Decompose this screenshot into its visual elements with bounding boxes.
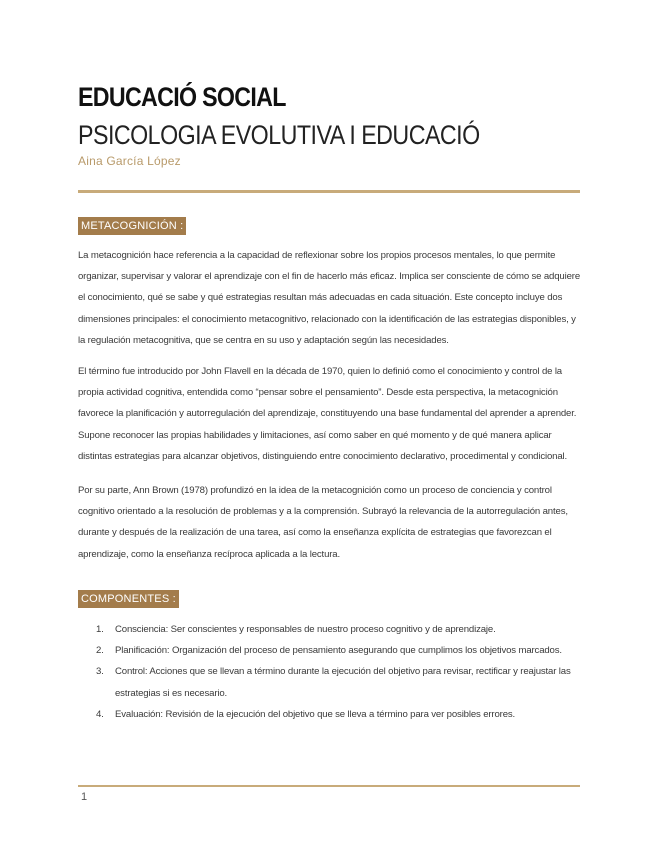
list-item-text: Planificación: Organización del proceso de pensamiento asegurando que cumplimos los objetivos marcados. [115,645,562,657]
author-name: Aina García López [78,154,181,168]
components-list [78,619,583,725]
document-subtitle: PSICOLOGIA EVOLUTIVA I EDUCACIÓ [78,120,480,150]
list-item-text: Evaluación: Revisión de la ejecución del objetivo que se lleva a término para ver posibles errores. [115,708,516,720]
paragraph-3: Por su parte, Ann Brown (1978) profundizó en la idea de la metacognición como un proceso de conciencia y control cognitivo orientado a la resolución de problemas y a la comprensión. Subrayó la relevancia de la autorregulación antes, durante y después de la realización de una tarea, así como la enseñanza explícita de estrategias que favorezcan el aprendizaje, como la enseñanza recíproca aplicada a la lectura. [78,485,568,560]
paragraph-2: El término fue introducido por John Flavell en la década de 1970, quien lo definió como el conocimiento y control de la propia actividad cognitiva, entendida como “pensar sobre el pensamiento”. Desde esta perspectiva, la metacognición favorece la planificación y autorregulación del aprendizaje, constituyendo una base fundamental del aprender a aprender. Supone reconocer las propias habilidades y limitaciones, así como saber en qué momento y de qué manera aplicar distintas estrategias para alcanzar objetivos, distinguiendo entre conocimiento declarativo, procedimental y condicional. [78,366,577,462]
list-item [78,619,583,640]
list-item-number: 4. [96,708,104,720]
list-item-number: 2. [96,645,104,657]
footer-divider [78,785,580,787]
list-item-text: Consciencia: Ser conscientes y responsables de nuestro proceso cognitivo y de aprendizaje. [115,624,496,635]
list-item [78,704,583,725]
page-number: 1 [81,791,88,803]
list-item-text: Control: Acciones que se llevan a término durante la ejecución del objetivo para revisar, rectificar y reajustar las estrategias si es necesario. [115,666,571,699]
section-heading-metacognicion: METACOGNICIÓN : [78,217,186,235]
top-divider [78,190,580,193]
paragraph-1: La metacognición hace referencia a la capacidad de reflexionar sobre los propios procesos mentales, lo que permite organizar, supervisar y valorar el aprendizaje con el fin de hacerlo más eficaz. Implica ser consciente de cómo se adquiere el conocimiento, qué se sabe y qué estrategias resultan más adecuadas en cada situación. Este concepto incluye dos dimensiones principales: el conocimiento metacognitivo, relacionado con la identificación de las estrategias disponibles, y la regulación metacognitiva, que se centra en su uso y adaptación según las necesidades. [78,250,581,346]
list-item-number: 3. [96,666,104,678]
list-item-number: 1. [96,624,104,635]
section-heading-componentes: COMPONENTES : [78,590,179,608]
list-item [78,640,583,661]
document-title: EDUCACIÓ SOCIAL [78,82,286,112]
list-item [78,661,583,703]
